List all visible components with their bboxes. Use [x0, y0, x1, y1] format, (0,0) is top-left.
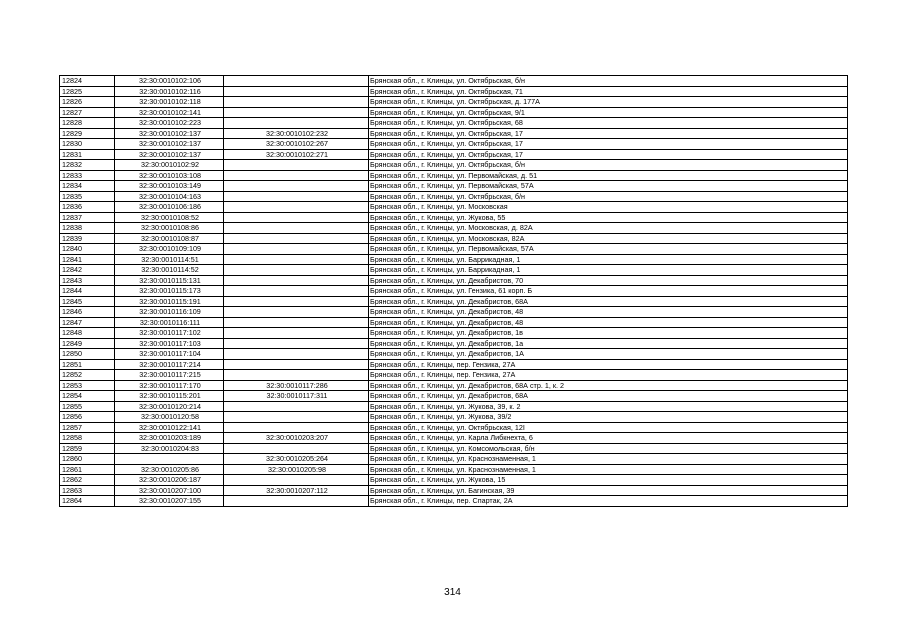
cadastral-number-cell: 32:30:0010108:87 — [115, 233, 224, 244]
row-number-cell: 12861 — [60, 464, 115, 475]
cadastral-number-cell: 32:30:0010203:189 — [115, 433, 224, 444]
related-cadastral-number-cell — [224, 233, 369, 244]
cadastral-number-cell: 32:30:0010103:108 — [115, 170, 224, 181]
cadastral-number-cell: 32:30:0010102:223 — [115, 118, 224, 129]
related-cadastral-number-cell — [224, 202, 369, 213]
address-cell: Брянская обл., г. Клинцы, ул. Октябрьская, 17 — [369, 128, 848, 139]
address-cell: Брянская обл., г. Клинцы, ул. Первомайская, 57А — [369, 181, 848, 192]
table-row — [60, 128, 848, 139]
table-row — [60, 485, 848, 496]
row-number-cell: 12852 — [60, 370, 115, 381]
cadastral-number-cell: 32:30:0010102:116 — [115, 86, 224, 97]
address-cell: Брянская обл., г. Клинцы, ул. Декабристов, 1в — [369, 328, 848, 339]
table-row — [60, 233, 848, 244]
row-number-cell: 12831 — [60, 149, 115, 160]
table-row — [60, 223, 848, 234]
address-cell: Брянская обл., г. Клинцы, ул. Краснознаменная, 1 — [369, 454, 848, 465]
table-row — [60, 433, 848, 444]
table-row — [60, 464, 848, 475]
table-row — [60, 286, 848, 297]
cadastral-number-cell: 32:30:0010122:141 — [115, 422, 224, 433]
address-cell: Брянская обл., г. Клинцы, ул. Московская, д. 82А — [369, 223, 848, 234]
cadastral-number-cell: 32:30:0010102:118 — [115, 97, 224, 108]
related-cadastral-number-cell: 32:30:0010205:264 — [224, 454, 369, 465]
address-cell: Брянская обл., г. Клинцы, ул. Декабристов, 70 — [369, 275, 848, 286]
address-cell: Брянская обл., г. Клинцы, ул. Октябрьская, 12I — [369, 422, 848, 433]
table-row — [60, 118, 848, 129]
table-row — [60, 202, 848, 213]
table-row — [60, 391, 848, 402]
related-cadastral-number-cell: 32:30:0010102:267 — [224, 139, 369, 150]
cadastral-number-cell — [115, 454, 224, 465]
table-row — [60, 422, 848, 433]
related-cadastral-number-cell — [224, 359, 369, 370]
table-body — [60, 76, 848, 507]
cadastral-number-cell: 32:30:0010207:100 — [115, 485, 224, 496]
row-number-cell: 12855 — [60, 401, 115, 412]
row-number-cell: 12840 — [60, 244, 115, 255]
address-cell: Брянская обл., г. Клинцы, ул. Баррикадная, 1 — [369, 265, 848, 276]
cadastral-number-cell: 32:30:0010102:137 — [115, 139, 224, 150]
related-cadastral-number-cell — [224, 317, 369, 328]
cadastral-number-cell: 32:30:0010109:109 — [115, 244, 224, 255]
related-cadastral-number-cell — [224, 349, 369, 360]
address-cell: Брянская обл., г. Клинцы, пер. Гензика, 27А — [369, 370, 848, 381]
address-cell: Брянская обл., г. Клинцы, ул. Жукова, 39/2 — [369, 412, 848, 423]
address-cell: Брянская обл., г. Клинцы, пер. Спартак, 2А — [369, 496, 848, 507]
related-cadastral-number-cell — [224, 286, 369, 297]
table-row — [60, 317, 848, 328]
related-cadastral-number-cell — [224, 244, 369, 255]
address-cell: Брянская обл., г. Клинцы, ул. Багинская, 39 — [369, 485, 848, 496]
table-row — [60, 475, 848, 486]
cadastral-number-cell: 32:30:0010114:52 — [115, 265, 224, 276]
row-number-cell: 12827 — [60, 107, 115, 118]
address-cell: Брянская обл., г. Клинцы, ул. Декабристов, 48 — [369, 317, 848, 328]
row-number-cell: 12835 — [60, 191, 115, 202]
address-cell: Брянская обл., г. Клинцы, ул. Октябрьская, 71 — [369, 86, 848, 97]
cadastral-number-cell: 32:30:0010117:215 — [115, 370, 224, 381]
row-number-cell: 12850 — [60, 349, 115, 360]
row-number-cell: 12856 — [60, 412, 115, 423]
table-row — [60, 338, 848, 349]
address-cell: Брянская обл., г. Клинцы, ул. Октябрьская, д. 177А — [369, 97, 848, 108]
cadastral-number-cell: 32:30:0010115:201 — [115, 391, 224, 402]
related-cadastral-number-cell — [224, 97, 369, 108]
related-cadastral-number-cell — [224, 328, 369, 339]
address-cell: Брянская обл., г. Клинцы, ул. Октябрьская, б/н — [369, 76, 848, 87]
address-cell: Брянская обл., г. Клинцы, ул. Краснознаменная, 1 — [369, 464, 848, 475]
related-cadastral-number-cell — [224, 443, 369, 454]
cadastral-number-cell: 32:30:0010117:104 — [115, 349, 224, 360]
related-cadastral-number-cell — [224, 401, 369, 412]
row-number-cell: 12844 — [60, 286, 115, 297]
related-cadastral-number-cell — [224, 160, 369, 171]
cadastral-number-cell: 32:30:0010102:106 — [115, 76, 224, 87]
row-number-cell: 12849 — [60, 338, 115, 349]
address-cell: Брянская обл., г. Клинцы, ул. Октябрьская, б/н — [369, 191, 848, 202]
row-number-cell: 12858 — [60, 433, 115, 444]
cadastral-number-cell: 32:30:0010102:92 — [115, 160, 224, 171]
related-cadastral-number-cell: 32:30:0010203:207 — [224, 433, 369, 444]
related-cadastral-number-cell — [224, 170, 369, 181]
row-number-cell: 12847 — [60, 317, 115, 328]
row-number-cell: 12853 — [60, 380, 115, 391]
cadastral-number-cell: 32:30:0010116:111 — [115, 317, 224, 328]
address-cell: Брянская обл., г. Клинцы, ул. Декабристов, 1А — [369, 349, 848, 360]
address-cell: Брянская обл., г. Клинцы, ул. Октябрьская, 68 — [369, 118, 848, 129]
table-row — [60, 265, 848, 276]
page-number: 314 — [444, 587, 461, 598]
table-row — [60, 275, 848, 286]
related-cadastral-number-cell — [224, 265, 369, 276]
related-cadastral-number-cell: 32:30:0010205:98 — [224, 464, 369, 475]
row-number-cell: 12838 — [60, 223, 115, 234]
related-cadastral-number-cell — [224, 422, 369, 433]
row-number-cell: 12833 — [60, 170, 115, 181]
cadastral-number-cell: 32:30:0010117:102 — [115, 328, 224, 339]
address-cell: Брянская обл., г. Клинцы, ул. Первомайская, д. 51 — [369, 170, 848, 181]
related-cadastral-number-cell — [224, 254, 369, 265]
cadastral-number-cell: 32:30:0010205:86 — [115, 464, 224, 475]
related-cadastral-number-cell: 32:30:0010117:286 — [224, 380, 369, 391]
related-cadastral-number-cell — [224, 412, 369, 423]
cadastral-number-cell: 32:30:0010108:52 — [115, 212, 224, 223]
related-cadastral-number-cell: 32:30:0010207:112 — [224, 485, 369, 496]
address-cell: Брянская обл., г. Клинцы, ул. Московская, 82А — [369, 233, 848, 244]
related-cadastral-number-cell — [224, 107, 369, 118]
address-cell: Брянская обл., г. Клинцы, ул. Комсомольская, б/н — [369, 443, 848, 454]
table-row — [60, 401, 848, 412]
row-number-cell: 12845 — [60, 296, 115, 307]
row-number-cell: 12843 — [60, 275, 115, 286]
related-cadastral-number-cell — [224, 475, 369, 486]
table-row — [60, 181, 848, 192]
row-number-cell: 12862 — [60, 475, 115, 486]
cadastral-number-cell: 32:30:0010206:187 — [115, 475, 224, 486]
table-row — [60, 212, 848, 223]
data-table — [59, 75, 848, 507]
row-number-cell: 12830 — [60, 139, 115, 150]
cadastral-number-cell: 32:30:0010115:191 — [115, 296, 224, 307]
address-cell: Брянская обл., г. Клинцы, ул. Карла Либкнехта, 6 — [369, 433, 848, 444]
address-cell: Брянская обл., г. Клинцы, ул. Октябрьская, 9/1 — [369, 107, 848, 118]
table-row — [60, 412, 848, 423]
row-number-cell: 12854 — [60, 391, 115, 402]
address-cell: Брянская обл., г. Клинцы, ул. Жукова, 55 — [369, 212, 848, 223]
address-cell: Брянская обл., г. Клинцы, ул. Жукова, 15 — [369, 475, 848, 486]
row-number-cell: 12829 — [60, 128, 115, 139]
table-row — [60, 244, 848, 255]
row-number-cell: 12848 — [60, 328, 115, 339]
related-cadastral-number-cell: 32:30:0010102:271 — [224, 149, 369, 160]
row-number-cell: 12863 — [60, 485, 115, 496]
table-row — [60, 380, 848, 391]
related-cadastral-number-cell: 32:30:0010102:232 — [224, 128, 369, 139]
table-row — [60, 107, 848, 118]
row-number-cell: 12837 — [60, 212, 115, 223]
table-row — [60, 97, 848, 108]
address-cell: Брянская обл., г. Клинцы, ул. Московская — [369, 202, 848, 213]
cadastral-number-cell: 32:30:0010117:214 — [115, 359, 224, 370]
related-cadastral-number-cell — [224, 223, 369, 234]
cadastral-number-cell: 32:30:0010117:170 — [115, 380, 224, 391]
related-cadastral-number-cell — [224, 181, 369, 192]
row-number-cell: 12825 — [60, 86, 115, 97]
table-row — [60, 170, 848, 181]
related-cadastral-number-cell — [224, 212, 369, 223]
table-row — [60, 359, 848, 370]
cadastral-number-cell: 32:30:0010102:137 — [115, 149, 224, 160]
table-row — [60, 496, 848, 507]
cadastral-number-cell: 32:30:0010115:173 — [115, 286, 224, 297]
cadastral-number-cell: 32:30:0010104:163 — [115, 191, 224, 202]
row-number-cell: 12839 — [60, 233, 115, 244]
related-cadastral-number-cell — [224, 296, 369, 307]
cadastral-number-cell: 32:30:0010115:131 — [115, 275, 224, 286]
address-cell: Брянская обл., г. Клинцы, ул. Жукова, 39, к. 2 — [369, 401, 848, 412]
address-cell: Брянская обл., г. Клинцы, ул. Баррикадная, 1 — [369, 254, 848, 265]
related-cadastral-number-cell — [224, 275, 369, 286]
cadastral-number-cell: 32:30:0010102:137 — [115, 128, 224, 139]
table-row — [60, 443, 848, 454]
cadastral-number-cell: 32:30:0010120:58 — [115, 412, 224, 423]
table-row — [60, 454, 848, 465]
address-cell: Брянская обл., г. Клинцы, ул. Декабристов, 1а — [369, 338, 848, 349]
row-number-cell: 12864 — [60, 496, 115, 507]
row-number-cell: 12846 — [60, 307, 115, 318]
cadastral-number-cell: 32:30:0010117:103 — [115, 338, 224, 349]
row-number-cell: 12824 — [60, 76, 115, 87]
cadastral-number-cell: 32:30:0010102:141 — [115, 107, 224, 118]
address-cell: Брянская обл., г. Клинцы, ул. Гензика, 61 корп. Б — [369, 286, 848, 297]
address-cell: Брянская обл., г. Клинцы, ул. Первомайская, 57А — [369, 244, 848, 255]
row-number-cell: 12860 — [60, 454, 115, 465]
related-cadastral-number-cell — [224, 370, 369, 381]
table-row — [60, 139, 848, 150]
table-row — [60, 296, 848, 307]
address-cell: Брянская обл., г. Клинцы, ул. Декабристов, 68А — [369, 391, 848, 402]
related-cadastral-number-cell — [224, 496, 369, 507]
related-cadastral-number-cell — [224, 191, 369, 202]
row-number-cell: 12826 — [60, 97, 115, 108]
address-cell: Брянская обл., г. Клинцы, ул. Октябрьская, 17 — [369, 139, 848, 150]
row-number-cell: 12836 — [60, 202, 115, 213]
address-cell: Брянская обл., г. Клинцы, ул. Октябрьская, 17 — [369, 149, 848, 160]
row-number-cell: 12859 — [60, 443, 115, 454]
cadastral-number-cell: 32:30:0010106:186 — [115, 202, 224, 213]
row-number-cell: 12834 — [60, 181, 115, 192]
cadastral-number-cell: 32:30:0010116:109 — [115, 307, 224, 318]
table-row — [60, 307, 848, 318]
cadastral-number-cell: 32:30:0010204:83 — [115, 443, 224, 454]
table-row — [60, 86, 848, 97]
address-cell: Брянская обл., г. Клинцы, ул. Октябрьская, б/н — [369, 160, 848, 171]
table-row — [60, 149, 848, 160]
row-number-cell: 12851 — [60, 359, 115, 370]
table-row — [60, 370, 848, 381]
address-cell: Брянская обл., г. Клинцы, ул. Декабристов, 48 — [369, 307, 848, 318]
cadastral-number-cell: 32:30:0010120:214 — [115, 401, 224, 412]
table-row — [60, 160, 848, 171]
table-row — [60, 76, 848, 87]
row-number-cell: 12832 — [60, 160, 115, 171]
row-number-cell: 12842 — [60, 265, 115, 276]
row-number-cell: 12857 — [60, 422, 115, 433]
cadastral-number-cell: 32:30:0010207:155 — [115, 496, 224, 507]
cadastral-number-cell: 32:30:0010108:86 — [115, 223, 224, 234]
address-cell: Брянская обл., г. Клинцы, ул. Декабристов, 68А стр. 1, к. 2 — [369, 380, 848, 391]
cadastral-number-cell: 32:30:0010103:149 — [115, 181, 224, 192]
table-row — [60, 328, 848, 339]
related-cadastral-number-cell — [224, 118, 369, 129]
table-row — [60, 254, 848, 265]
related-cadastral-number-cell — [224, 76, 369, 87]
related-cadastral-number-cell — [224, 338, 369, 349]
table-row — [60, 349, 848, 360]
cadastral-number-cell: 32:30:0010114:51 — [115, 254, 224, 265]
related-cadastral-number-cell: 32:30:0010117:311 — [224, 391, 369, 402]
table-row — [60, 191, 848, 202]
related-cadastral-number-cell — [224, 307, 369, 318]
row-number-cell: 12828 — [60, 118, 115, 129]
address-cell: Брянская обл., г. Клинцы, ул. Декабристов, 68А — [369, 296, 848, 307]
row-number-cell: 12841 — [60, 254, 115, 265]
address-cell: Брянская обл., г. Клинцы, пер. Гензика, 27А — [369, 359, 848, 370]
related-cadastral-number-cell — [224, 86, 369, 97]
